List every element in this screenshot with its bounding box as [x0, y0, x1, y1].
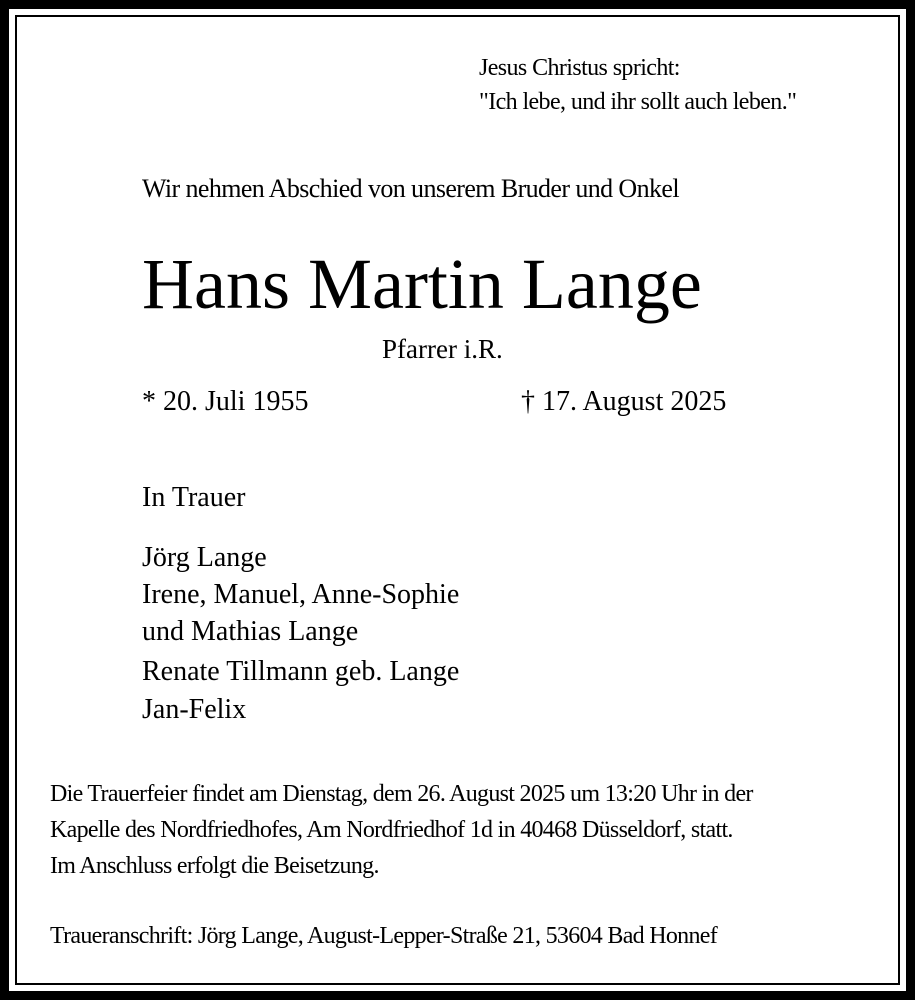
death-date: † 17. August 2025 — [521, 386, 727, 417]
mourner-line: und Mathias Lange — [142, 616, 359, 647]
mourner-line: Renate Tillmann geb. Lange — [142, 656, 460, 687]
intro-text: Wir nehmen Abschied von unserem Bruder und Onkel — [142, 174, 679, 203]
mourner-line: Jan-Felix — [142, 694, 247, 725]
mourning-heading: In Trauer — [142, 482, 246, 513]
birth-date: * 20. Juli 1955 — [142, 386, 309, 417]
funeral-info-line: Im Anschluss erfolgt die Beisetzung. — [50, 853, 379, 879]
funeral-info-line: Die Trauerfeier findet am Dienstag, dem 26. August 2025 um 13:20 Uhr in der — [50, 781, 753, 807]
quote-attribution: Jesus Christus spricht: — [479, 55, 680, 81]
deceased-name: Hans Martin Lange — [142, 244, 702, 324]
quote-text: "Ich lebe, und ihr sollt auch leben." — [479, 89, 797, 115]
deceased-title: Pfarrer i.R. — [382, 334, 503, 364]
mourner-line: Jörg Lange — [142, 542, 267, 573]
funeral-info-line: Kapelle des Nordfriedhofes, Am Nordfriedhof 1d in 40468 Düsseldorf, statt. — [50, 817, 733, 843]
mourning-address: Traueranschrift: Jörg Lange, August-Lepper-Straße 21, 53604 Bad Honnef — [50, 923, 718, 949]
mourner-line: Irene, Manuel, Anne-Sophie — [142, 579, 460, 610]
